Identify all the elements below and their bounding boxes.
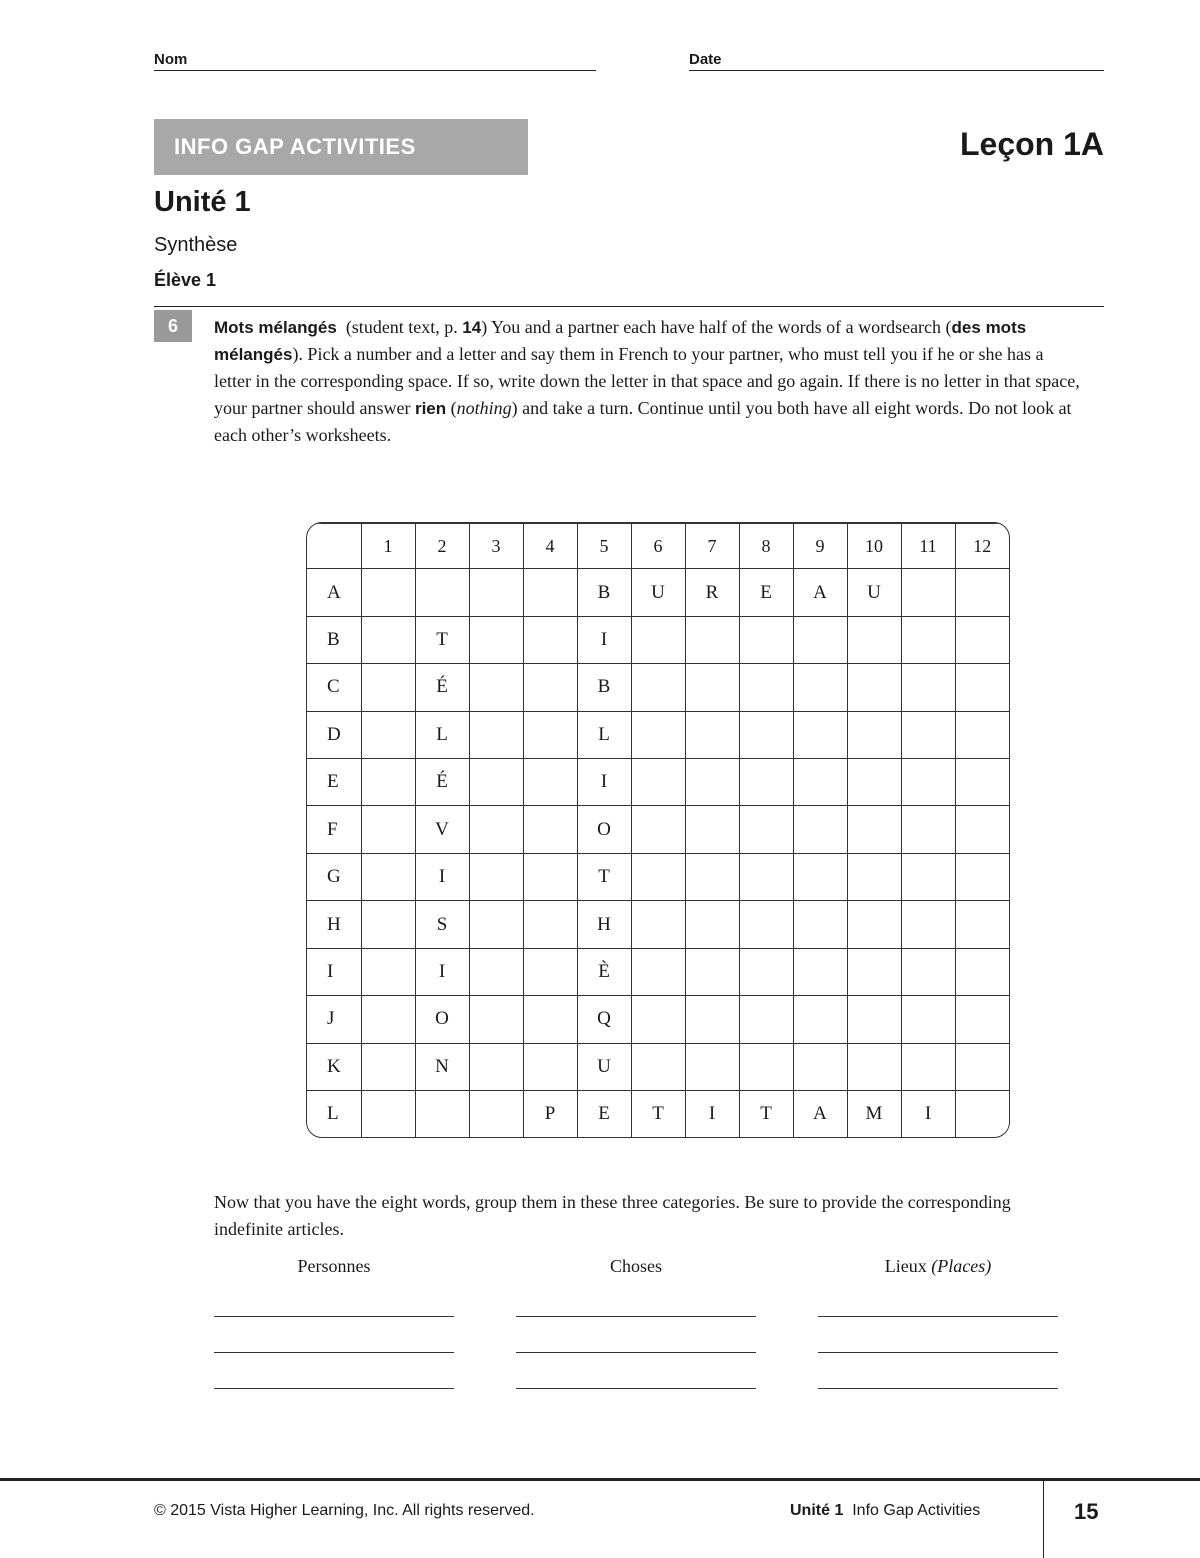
- grid-cell[interactable]: [361, 759, 415, 806]
- row-header: C: [307, 664, 361, 711]
- column-header: 6: [631, 524, 685, 569]
- grid-cell[interactable]: [847, 901, 901, 948]
- grid-cell[interactable]: L: [577, 711, 631, 758]
- grid-cell[interactable]: [955, 996, 1009, 1043]
- row-header: I: [307, 948, 361, 995]
- answer-line[interactable]: [818, 1388, 1058, 1389]
- column-header: 12: [955, 524, 1009, 569]
- row-header: K: [307, 1043, 361, 1090]
- grid-cell[interactable]: [631, 1043, 685, 1090]
- grid-cell[interactable]: [955, 853, 1009, 900]
- grid-cell[interactable]: [847, 664, 901, 711]
- grid-cell[interactable]: [901, 616, 955, 663]
- grid-cell[interactable]: [901, 711, 955, 758]
- grid-cell[interactable]: V: [415, 806, 469, 853]
- grid-cell[interactable]: É: [415, 759, 469, 806]
- instruction-text-4: ) and take a turn. Continue until you both have all eight words. Do not look at each other’s worksheets.: [214, 398, 1072, 445]
- grid-cell[interactable]: I: [415, 948, 469, 995]
- date-field-line[interactable]: [689, 70, 1104, 71]
- grouping-prompt: Now that you have the eight words, group them in these three categories. Be sure to provide the corresponding indefinite articles.: [214, 1192, 1011, 1239]
- grid-cell[interactable]: [739, 853, 793, 900]
- row-header: B: [307, 616, 361, 663]
- grid-cell[interactable]: [685, 616, 739, 663]
- grid-cell[interactable]: [415, 1091, 469, 1138]
- grid-cell[interactable]: [847, 616, 901, 663]
- row-header: D: [307, 711, 361, 758]
- grid-cell[interactable]: [793, 853, 847, 900]
- grid-cell[interactable]: [739, 664, 793, 711]
- grid-cell[interactable]: Q: [577, 996, 631, 1043]
- grid-cell[interactable]: [469, 853, 523, 900]
- subtitle: Synthèse: [154, 234, 238, 256]
- instruction-text-1: ) You and a partner each have half of the words of a wordsearch (: [481, 317, 952, 337]
- footer-divider: [1043, 1480, 1044, 1558]
- grid-cell[interactable]: T: [415, 616, 469, 663]
- category-choses-label: Choses: [609, 1256, 662, 1276]
- grid-cell[interactable]: [847, 806, 901, 853]
- grid-row: [307, 1043, 1009, 1090]
- grid-cell[interactable]: I: [577, 759, 631, 806]
- grid-cell[interactable]: E: [577, 1091, 631, 1138]
- grid-cell[interactable]: [415, 569, 469, 616]
- grid-cell[interactable]: [901, 1043, 955, 1090]
- grid-cell[interactable]: [793, 901, 847, 948]
- grid-cell[interactable]: [847, 759, 901, 806]
- grid-cell[interactable]: [469, 759, 523, 806]
- grid-cell[interactable]: [793, 1043, 847, 1090]
- grid-cell[interactable]: M: [847, 1091, 901, 1138]
- category-lieux-gloss: (Places): [931, 1256, 992, 1276]
- grid-cell[interactable]: [469, 806, 523, 853]
- grid-cell[interactable]: [685, 948, 739, 995]
- grid-cell[interactable]: [739, 759, 793, 806]
- grid-cell[interactable]: [685, 711, 739, 758]
- grid-cell[interactable]: [739, 806, 793, 853]
- source-page: 14: [462, 318, 482, 337]
- name-field-line[interactable]: [154, 70, 596, 71]
- wordsearch-table: [307, 523, 1009, 1137]
- grid-cell[interactable]: [847, 996, 901, 1043]
- grid-cell[interactable]: I: [685, 1091, 739, 1138]
- grid-row: [307, 853, 1009, 900]
- grid-cell[interactable]: [739, 616, 793, 663]
- grid-cell[interactable]: I: [415, 853, 469, 900]
- footer-section: [790, 1502, 980, 1520]
- grid-cell[interactable]: [361, 1091, 415, 1138]
- grid-cell[interactable]: [793, 996, 847, 1043]
- grid-row: [307, 616, 1009, 663]
- corner-cell: [307, 524, 361, 569]
- grid-cell[interactable]: [523, 901, 577, 948]
- grid-cell[interactable]: [955, 1091, 1009, 1138]
- grid-cell[interactable]: [631, 616, 685, 663]
- grid-cell[interactable]: [631, 664, 685, 711]
- grid-cell[interactable]: [685, 806, 739, 853]
- grid-cell[interactable]: [631, 711, 685, 758]
- section-banner: INFO GAP ACTIVITIES: [154, 119, 528, 175]
- grid-cell[interactable]: B: [577, 569, 631, 616]
- answer-line[interactable]: [516, 1352, 756, 1353]
- grid-cell[interactable]: [739, 711, 793, 758]
- grid-cell[interactable]: È: [577, 948, 631, 995]
- grid-cell[interactable]: [901, 806, 955, 853]
- grid-cell[interactable]: [847, 948, 901, 995]
- column-header: 1: [361, 524, 415, 569]
- grid-cell[interactable]: B: [577, 664, 631, 711]
- grid-cell[interactable]: [469, 664, 523, 711]
- date-label: Date: [689, 51, 722, 68]
- row-header: A: [307, 569, 361, 616]
- grid-cell[interactable]: E: [739, 569, 793, 616]
- grid-cell[interactable]: U: [847, 569, 901, 616]
- grid-cell[interactable]: [739, 948, 793, 995]
- grid-cell[interactable]: [955, 806, 1009, 853]
- column-header: 5: [577, 524, 631, 569]
- unit-title: Unité 1: [154, 186, 251, 218]
- student-label: Élève 1: [154, 270, 217, 290]
- answer-line[interactable]: [214, 1352, 454, 1353]
- grid-cell[interactable]: [523, 569, 577, 616]
- grid-cell[interactable]: [685, 901, 739, 948]
- row-header: E: [307, 759, 361, 806]
- instruction-text-3: (: [446, 398, 457, 418]
- grid-cell[interactable]: [901, 901, 955, 948]
- row-header: L: [307, 1091, 361, 1138]
- activity-title: Mots mélangés: [214, 318, 337, 337]
- column-header: 8: [739, 524, 793, 569]
- column-header-row: [307, 524, 1009, 569]
- grid-cell[interactable]: I: [577, 616, 631, 663]
- grid-cell[interactable]: [793, 711, 847, 758]
- grid-cell[interactable]: [793, 616, 847, 663]
- column-header: 7: [685, 524, 739, 569]
- grid-cell[interactable]: [739, 901, 793, 948]
- grid-cell[interactable]: O: [415, 996, 469, 1043]
- grid-cell[interactable]: U: [631, 569, 685, 616]
- grid-cell[interactable]: [685, 853, 739, 900]
- grid-cell[interactable]: I: [901, 1091, 955, 1138]
- grid-cell[interactable]: [685, 1043, 739, 1090]
- grid-cell[interactable]: [469, 1091, 523, 1138]
- grid-cell[interactable]: [901, 853, 955, 900]
- grid-cell[interactable]: [955, 569, 1009, 616]
- grid-cell[interactable]: [469, 901, 523, 948]
- category-choses: [516, 1256, 756, 1277]
- grid-row: [307, 901, 1009, 948]
- column-header: 9: [793, 524, 847, 569]
- grid-cell[interactable]: [523, 806, 577, 853]
- source-ref: (student text, p.: [345, 317, 463, 337]
- grid-cell[interactable]: [793, 806, 847, 853]
- grid-row: [307, 806, 1009, 853]
- grid-cell[interactable]: [631, 901, 685, 948]
- category-lieux-label: Lieux: [884, 1256, 927, 1276]
- grid-cell[interactable]: L: [415, 711, 469, 758]
- grid-cell[interactable]: [469, 948, 523, 995]
- grid-cell[interactable]: [631, 996, 685, 1043]
- grid-cell[interactable]: [361, 853, 415, 900]
- grid-cell[interactable]: [793, 948, 847, 995]
- grid-cell[interactable]: [361, 616, 415, 663]
- grid-cell[interactable]: [955, 616, 1009, 663]
- column-header: 4: [523, 524, 577, 569]
- activity-instructions: [214, 314, 1084, 449]
- grid-cell[interactable]: É: [415, 664, 469, 711]
- grid-cell[interactable]: [469, 1043, 523, 1090]
- answer-line[interactable]: [818, 1316, 1058, 1317]
- grid-cell[interactable]: [901, 996, 955, 1043]
- category-lieux: [818, 1256, 1058, 1277]
- grid-cell[interactable]: O: [577, 806, 631, 853]
- grid-cell[interactable]: [631, 948, 685, 995]
- grid-cell[interactable]: [523, 948, 577, 995]
- grid-cell[interactable]: A: [793, 1091, 847, 1138]
- column-header: 11: [901, 524, 955, 569]
- grid-cell[interactable]: [901, 948, 955, 995]
- grid-cell[interactable]: [523, 853, 577, 900]
- activity-number-badge: 6: [154, 310, 192, 342]
- grid-cell[interactable]: [523, 759, 577, 806]
- grid-cell[interactable]: [361, 806, 415, 853]
- wordsearch-grid: [306, 522, 1010, 1138]
- answer-line[interactable]: [214, 1388, 454, 1389]
- category-personnes: [214, 1256, 454, 1277]
- grid-cell[interactable]: [685, 996, 739, 1043]
- grid-cell[interactable]: [955, 1043, 1009, 1090]
- grid-cell[interactable]: [901, 569, 955, 616]
- page-number: 15: [1074, 1499, 1099, 1524]
- grid-cell[interactable]: [361, 664, 415, 711]
- footer-rule: [0, 1478, 1200, 1481]
- grid-cell[interactable]: [739, 996, 793, 1043]
- grid-cell[interactable]: [523, 616, 577, 663]
- grid-cell[interactable]: [631, 759, 685, 806]
- grid-cell[interactable]: [361, 711, 415, 758]
- grid-cell[interactable]: [361, 1043, 415, 1090]
- row-header: H: [307, 901, 361, 948]
- grid-cell[interactable]: [361, 996, 415, 1043]
- name-label: Nom: [154, 51, 188, 68]
- grid-cell[interactable]: [685, 664, 739, 711]
- grid-row: [307, 1091, 1009, 1138]
- row-header: G: [307, 853, 361, 900]
- grid-cell[interactable]: T: [577, 853, 631, 900]
- grid-cell[interactable]: [523, 711, 577, 758]
- answer-line[interactable]: [516, 1388, 756, 1389]
- answer-line[interactable]: [214, 1316, 454, 1317]
- grid-cell[interactable]: [361, 569, 415, 616]
- nothing-gloss: nothing: [456, 398, 512, 418]
- grid-cell[interactable]: P: [523, 1091, 577, 1138]
- grid-cell[interactable]: H: [577, 901, 631, 948]
- copyright: © 2015 Vista Higher Learning, Inc. All rights reserved.: [154, 1502, 535, 1519]
- column-header: 3: [469, 524, 523, 569]
- grid-cell[interactable]: A: [793, 569, 847, 616]
- grid-cell[interactable]: [523, 996, 577, 1043]
- grid-cell[interactable]: R: [685, 569, 739, 616]
- grid-row: [307, 664, 1009, 711]
- row-header: J: [307, 996, 361, 1043]
- category-personnes-label: Personnes: [297, 1256, 371, 1276]
- column-header: 10: [847, 524, 901, 569]
- grid-cell[interactable]: [955, 759, 1009, 806]
- grid-row: [307, 996, 1009, 1043]
- grid-cell[interactable]: [523, 1043, 577, 1090]
- answer-line[interactable]: [818, 1352, 1058, 1353]
- grid-cell[interactable]: [469, 996, 523, 1043]
- grid-cell[interactable]: [469, 616, 523, 663]
- grid-cell[interactable]: S: [415, 901, 469, 948]
- footer-section-label: Info Gap Activities: [852, 1502, 981, 1519]
- grid-cell[interactable]: [793, 664, 847, 711]
- bold-term: des mots mélangés: [214, 318, 1027, 364]
- grid-row: [307, 569, 1009, 616]
- grid-cell[interactable]: [361, 948, 415, 995]
- grid-row: [307, 711, 1009, 758]
- instruction-text-2: ). Pick a number and a letter and say them in French to your partner, who must tell you if he or she has a letter in the corresponding space. If so, write down the letter in that space and go again. If there is no letter in that space, your partner should answer: [214, 344, 1080, 418]
- grid-cell[interactable]: [901, 664, 955, 711]
- section-divider: [154, 306, 1104, 307]
- grid-cell[interactable]: [739, 1043, 793, 1090]
- answer-line[interactable]: [516, 1316, 756, 1317]
- grid-cell[interactable]: [955, 948, 1009, 995]
- grid-cell[interactable]: [847, 853, 901, 900]
- row-header: F: [307, 806, 361, 853]
- grid-cell[interactable]: [847, 711, 901, 758]
- grid-cell[interactable]: [955, 664, 1009, 711]
- grid-cell[interactable]: T: [631, 1091, 685, 1138]
- grid-cell[interactable]: [793, 759, 847, 806]
- rien-term: rien: [414, 399, 447, 418]
- grid-cell[interactable]: [847, 1043, 901, 1090]
- grid-cell[interactable]: [631, 806, 685, 853]
- grid-cell[interactable]: N: [415, 1043, 469, 1090]
- grid-cell[interactable]: [901, 759, 955, 806]
- grid-cell[interactable]: [469, 711, 523, 758]
- grid-cell[interactable]: [955, 711, 1009, 758]
- grid-cell[interactable]: T: [739, 1091, 793, 1138]
- grid-cell[interactable]: [523, 664, 577, 711]
- grid-cell[interactable]: [685, 759, 739, 806]
- grid-cell[interactable]: [631, 853, 685, 900]
- grid-cell[interactable]: [361, 901, 415, 948]
- grid-cell[interactable]: [469, 569, 523, 616]
- grid-cell[interactable]: U: [577, 1043, 631, 1090]
- grid-row: [307, 759, 1009, 806]
- footer-unit: Unité 1: [790, 1502, 844, 1519]
- lesson-title: Leçon 1A: [959, 126, 1104, 162]
- grid-cell[interactable]: [955, 901, 1009, 948]
- column-header: 2: [415, 524, 469, 569]
- grid-row: [307, 948, 1009, 995]
